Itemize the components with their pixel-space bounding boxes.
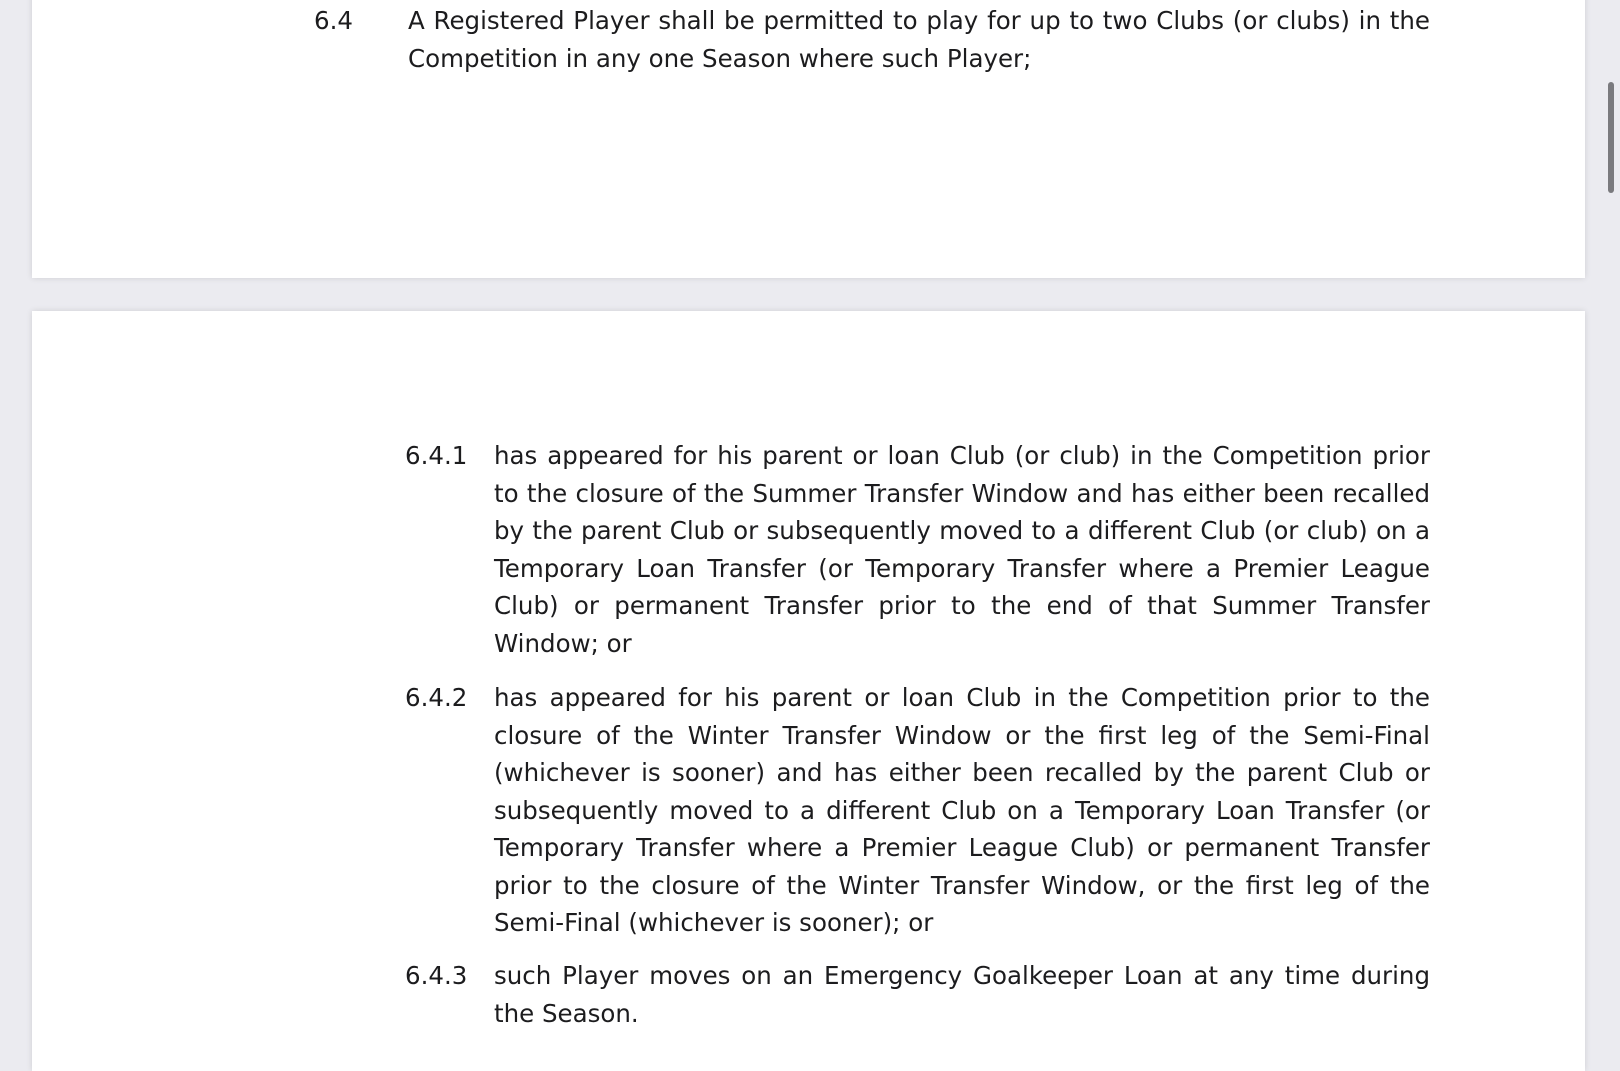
subclause-6-4-1 (32, 311, 1585, 1071)
document-page-1 (32, 0, 1585, 278)
subclause-number: 6.4.1 (405, 441, 468, 470)
clause-text: A Registered Player shall be permitted to play for up to two Clubs (or clubs) in the Competition in any one Season where such Player; (408, 6, 1430, 73)
subclause-number: 6.4.2 (405, 683, 468, 712)
subclause-text: has appeared for his parent or loan Club in the Competition prior to the closure of the Winter Transfer Window or the first leg of the Semi-Final (whichever is sooner) and has either been recalled by the parent Club or subsequently moved to a different Club on a Temporary Loan Transfer (or Temporary Transfer where a Premier League Club) or permanent Transfer prior to the closure of the Winter Transfer Window, or the first leg of the Semi-Final (whichever is sooner); or (494, 683, 1430, 937)
clause-number: 6.4 (314, 6, 353, 35)
subclause-text: has appeared for his parent or loan Club (or club) in the Competition prior to the closure of the Summer Transfer Window and has either been recalled by the parent Club or subsequently moved to a different Club (or club) on a Temporary Loan Transfer (or Temporary Transfer where a Premier League Club) or permanent Transfer prior to the end of that Summer Transfer Window; or (494, 441, 1430, 658)
vertical-scrollbar[interactable] (1604, 0, 1620, 1043)
clause-6-4 (32, 0, 1585, 278)
document-page-2 (32, 311, 1585, 1071)
subclause-text: such Player moves on an Emergency Goalkeeper Loan at any time during the Season. (494, 961, 1430, 1028)
scrollbar-thumb[interactable] (1608, 82, 1614, 193)
subclause-number: 6.4.3 (405, 961, 468, 990)
